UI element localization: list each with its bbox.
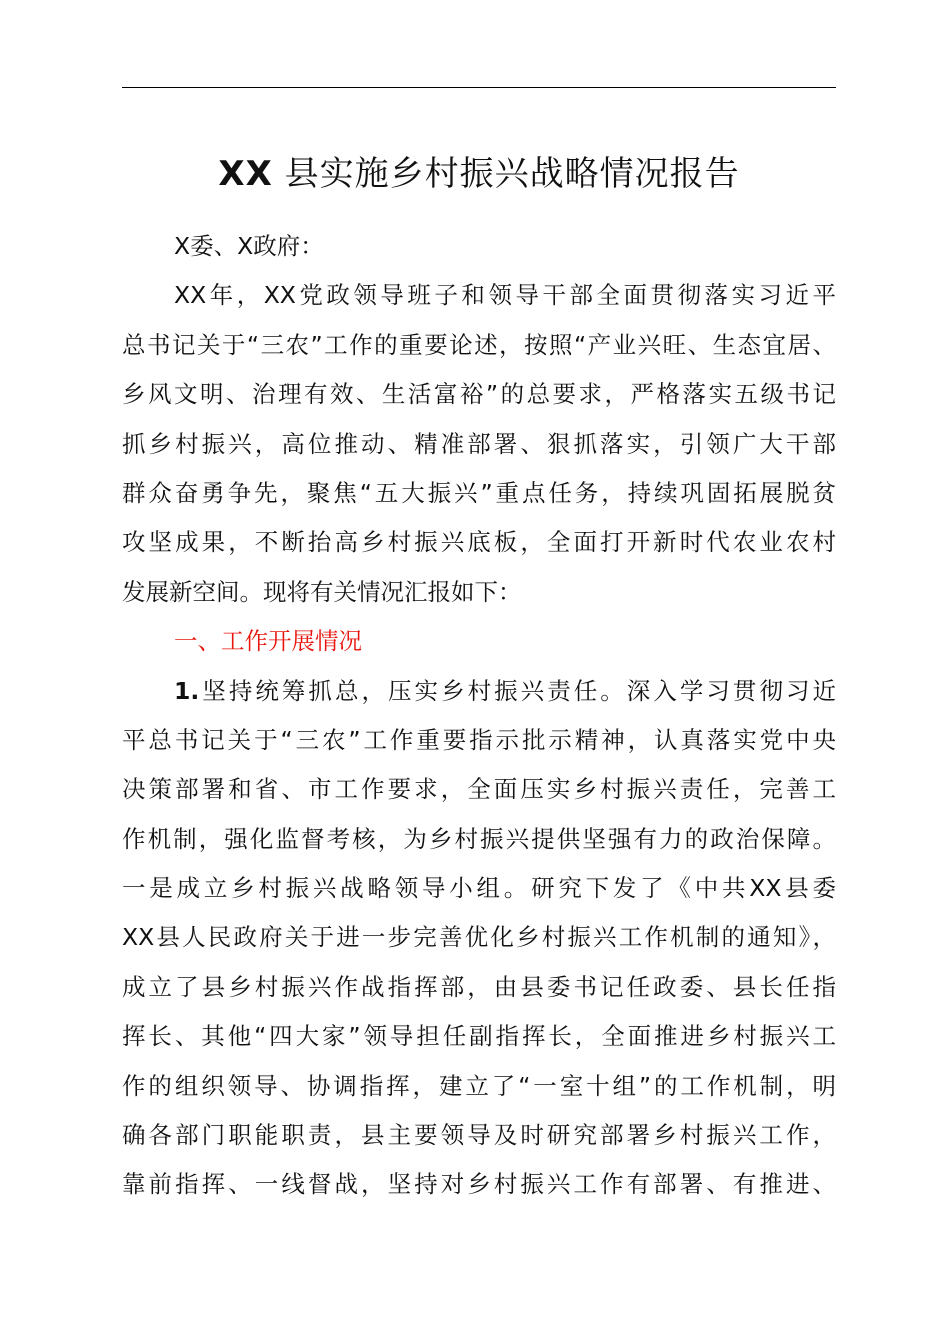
intro-line: 群众奋勇争先，聚焦“五大振兴”重点任务，持续巩固拓展脱贫: [122, 478, 836, 507]
header-rule: [122, 87, 836, 88]
intro-line: 攻坚成果，不断抬高乡村振兴底板，全面打开新时代农业农村: [122, 528, 836, 557]
document-body: [122, 222, 836, 1210]
title-prefix: XX: [218, 154, 273, 194]
intro-line: 总书记关于“三农”工作的重要论述，按照“产业兴旺、生态宜居、: [122, 330, 836, 359]
title-text: 县实施乡村振兴战略情况报告: [284, 154, 740, 194]
item1-line: XX县人民政府关于进一步完善优化乡村振兴工作机制的通知》，: [122, 923, 836, 952]
document-title: [122, 150, 836, 198]
item1-line: 成立了县乡村振兴作战指挥部，由县委书记任政委、县长任指: [122, 972, 836, 1001]
intro-line: 发展新空间。现将有关情况汇报如下：: [122, 577, 522, 606]
item1-line: 作的组织领导、协调指挥，建立了“一室十组”的工作机制，明: [122, 1071, 836, 1100]
item1-first-line: [122, 667, 836, 716]
item1-line: 确各部门职能职责，县主要领导及时研究部署乡村振兴工作，: [122, 1121, 836, 1150]
intro-line: 抓乡村振兴，高位推动、精准部署、狠抓落实，引领广大干部: [122, 429, 836, 458]
section-heading: 一、工作开展情况: [174, 627, 362, 656]
item1-line: 挥长、其他“四大家”领导担任副指挥长，全面推进乡村振兴工: [122, 1022, 836, 1051]
item1-line: 靠前指挥、一线督战，坚持对乡村振兴工作有部署、有推进、: [122, 1170, 836, 1199]
item1-line: 一是成立乡村振兴战略领导小组。研究下发了《中共XX县委: [122, 874, 836, 903]
item-number: 1.: [174, 676, 200, 705]
intro-line: 乡风文明、治理有效、生活富裕”的总要求，严格落实五级书记: [122, 380, 836, 409]
item1-line: 平总书记关于“三农”工作重要指示批示精神，认真落实党中央: [122, 725, 836, 754]
item1-line: 决策部署和省、市工作要求，全面压实乡村振兴责任，完善工: [122, 775, 836, 804]
item1-line: 作机制，强化监督考核，为乡村振兴提供坚强有力的政治保障。: [122, 824, 836, 853]
intro-line: XX年，XX党政领导班子和领导干部全面贯彻落实习近平: [174, 281, 836, 310]
salutation: X委、X政府：: [174, 232, 324, 260]
item1-first-line-text: 坚持统筹抓总，压实乡村振兴责任。深入学习贯彻习近: [199, 676, 836, 705]
